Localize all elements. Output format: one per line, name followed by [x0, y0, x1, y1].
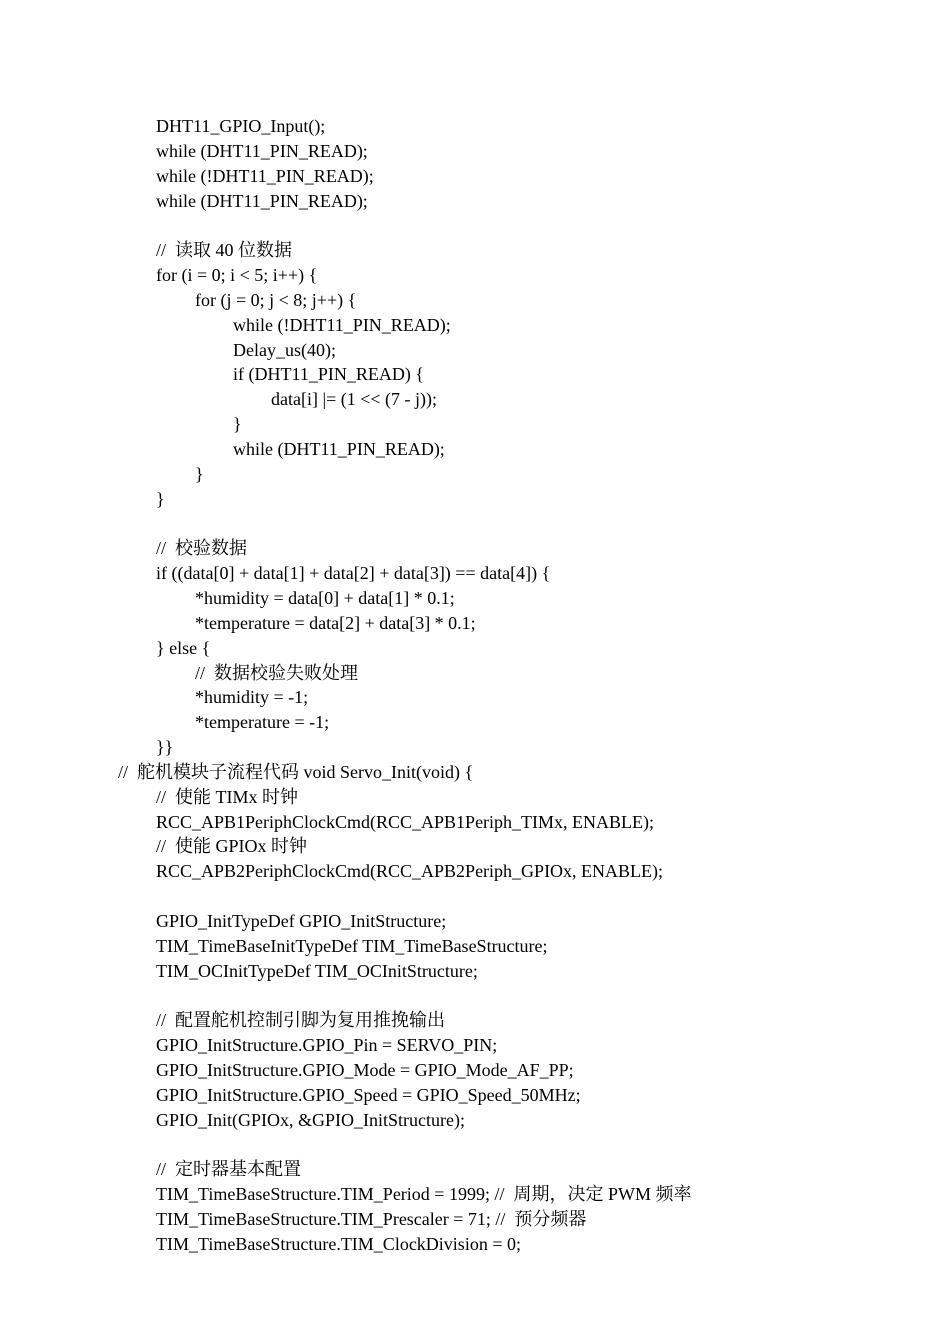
- code-comment-line: // 校验数据: [156, 538, 248, 559]
- code-line: }}: [156, 737, 174, 758]
- code-line: GPIO_InitStructure.GPIO_Pin = SERVO_PIN;: [156, 1035, 498, 1056]
- code-line: }: [156, 488, 165, 509]
- code-line: *humidity = data[0] + data[1] * 0.1;: [195, 588, 455, 609]
- code-comment-line: // 使能 TIMx 时钟: [156, 786, 298, 807]
- code-line: while (DHT11_PIN_READ);: [156, 140, 368, 161]
- blank-line: [118, 213, 918, 238]
- blank-line: [118, 984, 918, 1009]
- blank-line: [118, 1133, 918, 1158]
- code-line: }: [195, 463, 204, 484]
- code-line: TIM_OCInitTypeDef TIM_OCInitStructure;: [156, 960, 478, 981]
- code-line: GPIO_Init(GPIOx, &GPIO_InitStructure);: [156, 1109, 465, 1130]
- code-line: TIM_TimeBaseStructure.TIM_Period = 1999; // 周期，决定 PWM 频率: [156, 1184, 692, 1205]
- code-line: TIM_TimeBaseStructure.TIM_Prescaler = 71; // 预分频器: [156, 1209, 587, 1230]
- blank-line: [118, 512, 918, 537]
- blank-line: [118, 884, 918, 909]
- code-line: *humidity = -1;: [195, 687, 309, 708]
- code-comment-line: // 数据校验失败处理: [195, 662, 359, 683]
- code-line: RCC_APB1PeriphClockCmd(RCC_APB1Periph_TIMx, ENABLE);: [156, 811, 655, 832]
- code-line: TIM_TimeBaseStructure.TIM_ClockDivision = 0;: [156, 1233, 521, 1254]
- code-line: DHT11_GPIO_Input();: [156, 116, 326, 136]
- code-line: } else {: [156, 637, 211, 658]
- code-comment-line: // 读取 40 位数据: [156, 240, 293, 261]
- code-line: *temperature = data[2] + data[3] * 0.1;: [195, 612, 476, 633]
- code-line: while (!DHT11_PIN_READ);: [156, 165, 374, 186]
- code-comment-line: // 舵机模块子流程代码 void Servo_Init(void) {: [118, 761, 474, 782]
- code-line: for (j = 0; j < 8; j++) {: [195, 289, 357, 310]
- code-line: while (DHT11_PIN_READ);: [156, 190, 368, 211]
- code-line: data[i] |= (1 << (7 - j));: [271, 389, 437, 410]
- code-line: *temperature = -1;: [195, 712, 330, 733]
- code-line: while (!DHT11_PIN_READ);: [233, 314, 451, 335]
- code-line: while (DHT11_PIN_READ);: [233, 438, 445, 459]
- code-comment-line: // 使能 GPIOx 时钟: [156, 836, 308, 857]
- code-line: RCC_APB2PeriphClockCmd(RCC_APB2Periph_GPIOx, ENABLE);: [156, 861, 664, 882]
- code-listing: [118, 114, 918, 1257]
- code-line: TIM_TimeBaseInitTypeDef TIM_TimeBaseStructure;: [156, 935, 548, 956]
- code-line: }: [233, 414, 242, 435]
- code-line: for (i = 0; i < 5; i++) {: [156, 265, 318, 286]
- code-line: if (DHT11_PIN_READ) {: [233, 364, 424, 385]
- code-comment-line: // 定时器基本配置: [156, 1159, 302, 1180]
- code-line: GPIO_InitTypeDef GPIO_InitStructure;: [156, 911, 447, 931]
- code-line: if ((data[0] + data[1] + data[2] + data[3]) == data[4]) {: [156, 563, 551, 584]
- code-line: GPIO_InitStructure.GPIO_Mode = GPIO_Mode_AF_PP;: [156, 1060, 574, 1081]
- code-comment-line: // 配置舵机控制引脚为复用推挽输出: [156, 1010, 446, 1031]
- code-line: Delay_us(40);: [233, 339, 336, 360]
- code-line: GPIO_InitStructure.GPIO_Speed = GPIO_Speed_50MHz;: [156, 1084, 581, 1105]
